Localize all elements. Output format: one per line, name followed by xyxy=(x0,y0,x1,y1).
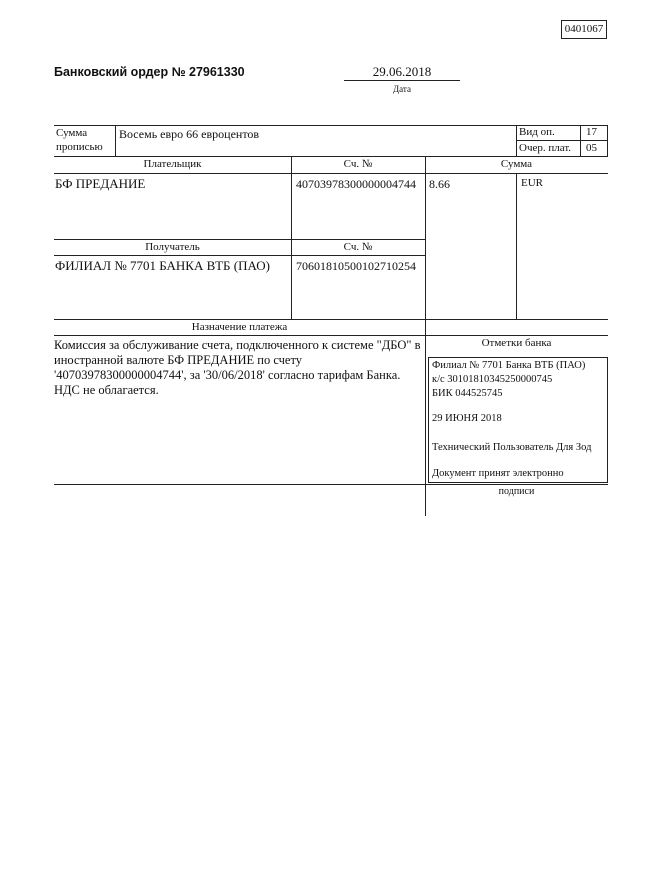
recipient-account: 70601810500102710254 xyxy=(296,259,416,273)
priority-value: 05 xyxy=(586,142,597,154)
op-type-label: Вид оп. xyxy=(519,126,555,138)
recipient-header: Получатель xyxy=(145,241,200,253)
form-code: 0401067 xyxy=(561,20,607,39)
rule xyxy=(291,156,292,319)
amount-currency: EUR xyxy=(521,177,543,189)
rule xyxy=(54,173,608,174)
order-title: Банковский ордер № 27961330 xyxy=(54,65,245,79)
recipient-account-header: Сч. № xyxy=(343,241,373,253)
amount-words-label: Сумма xyxy=(56,127,88,139)
rule xyxy=(607,125,608,156)
amount-value: 8.66 xyxy=(429,177,450,191)
rule xyxy=(54,319,608,320)
rule xyxy=(425,156,426,516)
bank-corr-account: к/с 30101810345250000745 xyxy=(432,374,553,385)
signatures-label: подписи xyxy=(498,486,535,497)
rule xyxy=(516,140,608,141)
rule xyxy=(115,125,116,156)
payer-header: Плательщик xyxy=(143,158,202,170)
rule xyxy=(54,239,426,240)
account-header: Сч. № xyxy=(343,158,373,170)
rule xyxy=(54,484,608,485)
amount-words-label-2: прописью xyxy=(56,141,103,153)
priority-label: Очер. плат. xyxy=(519,142,572,154)
bank-user: Технический Пользователь Для Зод xyxy=(432,442,592,453)
date-underline xyxy=(344,80,460,81)
op-type-value: 17 xyxy=(586,126,597,138)
rule xyxy=(580,125,581,156)
bank-marks-header: Отметки банка xyxy=(481,337,552,349)
date-label: Дата xyxy=(393,84,411,94)
payer-name: БФ ПРЕДАНИЕ xyxy=(55,176,146,191)
rule xyxy=(54,255,426,256)
bank-bik: БИК 044525745 xyxy=(432,388,503,399)
bank-branch: Филиал № 7701 Банка ВТБ (ПАО) xyxy=(432,360,586,371)
rule xyxy=(54,335,608,336)
order-date: 29.06.2018 xyxy=(372,64,432,79)
recipient-name: ФИЛИАЛ № 7701 БАНКА ВТБ (ПАО) xyxy=(55,258,270,273)
amount-words-value: Восемь евро 66 евроцентов xyxy=(119,127,260,141)
bank-date: 29 ИЮНЯ 2018 xyxy=(432,413,502,424)
bank-accepted: Документ принят электронно xyxy=(432,468,564,479)
purpose-header: Назначение платежа xyxy=(191,321,288,333)
amount-header: Сумма xyxy=(500,158,533,170)
rule xyxy=(54,156,608,157)
rule xyxy=(516,173,517,319)
rule xyxy=(516,125,517,156)
purpose-text: Комиссия за обслуживание счета, подключенного к системе "ДБО" в иностранной валюте БФ ПРЕДАНИЕ по счету '40703978300000004744', за '30/06/2018' согласно тарифам Банка. НДС не облагается. xyxy=(54,338,421,397)
payer-account: 40703978300000004744 xyxy=(296,177,416,191)
